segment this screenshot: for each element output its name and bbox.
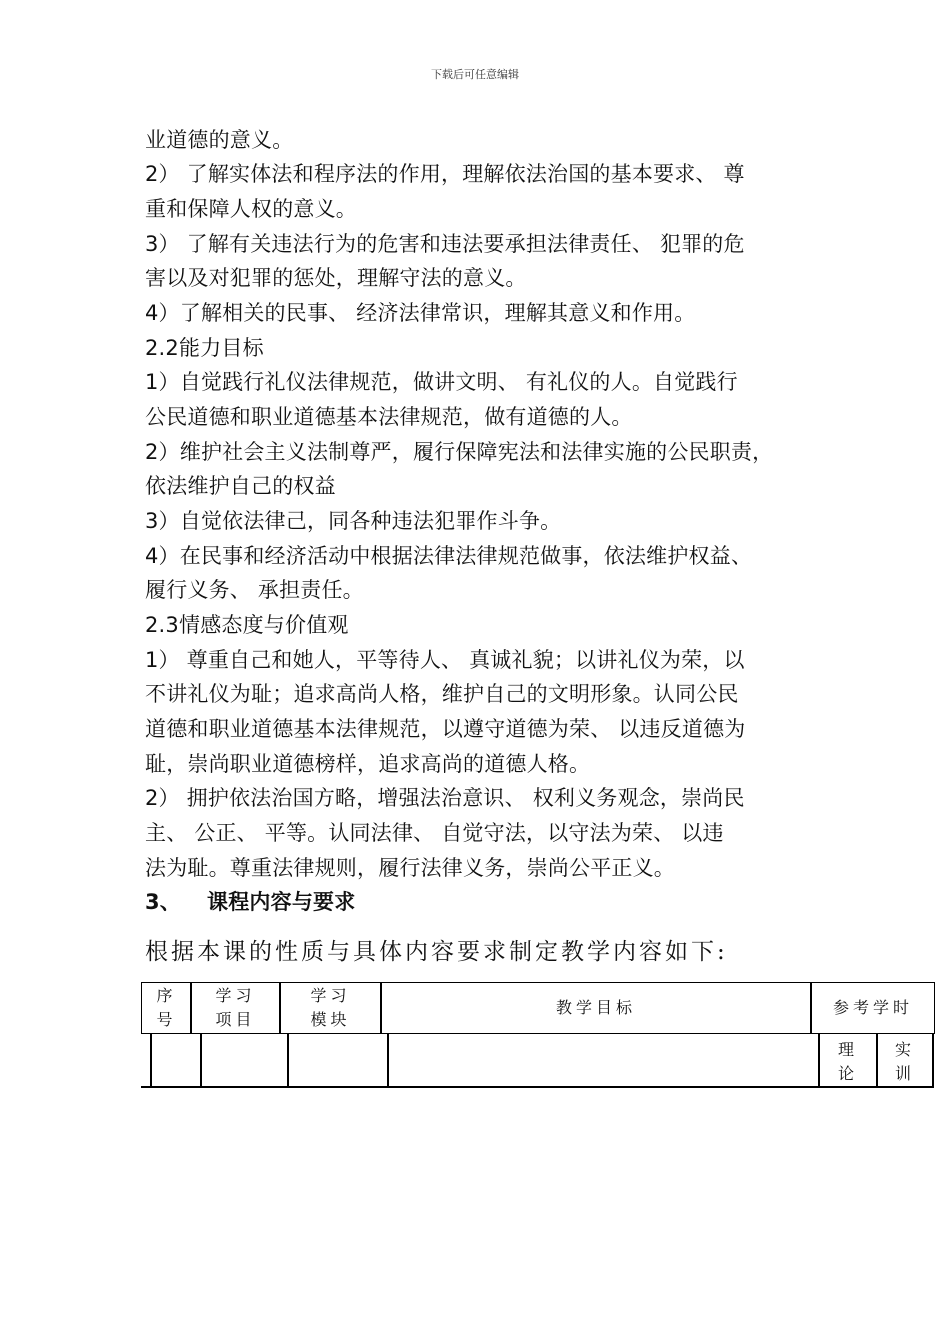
text-line: 3） 了解有关违法行为的危害和违法要承担法律责任、 犯罪的危 (145, 232, 745, 256)
header-hours: 参考学时 (832, 998, 913, 1017)
text-line: 1）自觉践行礼仪法律规范，做讲文明、 有礼仪的人。自觉践行 (145, 370, 738, 394)
header-seq: 序 号 (156, 986, 177, 1029)
section-3-heading (145, 886, 355, 916)
text-line: 公民道德和职业道德基本法律规范，做有道德的人。 (145, 405, 633, 429)
text-line: 1） 尊重自己和她人，平等待人、 真诚礼貌；以讲礼仪为荣，以 (145, 648, 745, 672)
table-intro: 根据本课的性质与具体内容要求制定教学内容如下: (145, 939, 728, 965)
header-module: 学习 模块 (310, 986, 351, 1029)
text-line: 耻，崇尚职业道德榜样，追求高尚的道德人格。 (145, 752, 591, 776)
text-line: 业道德的意义。 (145, 128, 294, 152)
section-heading: 2.2能力目标 (145, 336, 264, 360)
text-line: 4）在民事和经济活动中根据法律法律规范做事，依法维护权益、 (145, 544, 753, 568)
header-goal: 教学目标 (555, 998, 636, 1017)
text-line: 道德和职业道德基本法律规范，以遵守道德为荣、 以违反道德为 (145, 717, 746, 741)
text-line: 2） 了解实体法和程序法的作用，理解依法治国的基本要求、 尊 (145, 162, 745, 186)
page-header: 下载后可任意编辑 (431, 68, 519, 81)
text-line: 3）自觉依法律己，同各种违法犯罪作斗争。 (145, 509, 562, 533)
text-line: 2）维护社会主义法制尊严，履行保障宪法和法律实施的公民职责， (145, 440, 774, 464)
text-line: 主、 公正、 平等。认同法律、 自觉守法，以守法为荣、 以违 (145, 821, 724, 845)
text-line: 履行义务、 承担责任。 (145, 578, 364, 602)
text-line: 重和保障人权的意义。 (145, 197, 357, 221)
header-theory: 理 论 (837, 1040, 858, 1083)
section-3-number: 3、 (145, 890, 182, 914)
header-practice: 实 训 (894, 1040, 915, 1083)
text-line: 害以及对犯罪的惩处，理解守法的意义。 (145, 266, 527, 290)
header-item: 学习 项目 (215, 986, 256, 1029)
text-line: 2） 拥护依法治国方略，增强法治意识、 权利义务观念，崇尚民 (145, 786, 745, 810)
text-line: 法为耻。尊重法律规则，履行法律义务，崇尚公平正义。 (145, 856, 675, 880)
section-heading: 2.3情感态度与价值观 (145, 613, 349, 637)
text-line: 4）了解相关的民事、 经济法律常识，理解其意义和作用。 (145, 301, 696, 325)
text-line: 不讲礼仪为耻；追求高尚人格，维护自己的文明形象。认同公民 (145, 682, 739, 706)
text-line: 依法维护自己的权益 (145, 474, 336, 498)
section-3-title: 课程内容与要求 (207, 890, 356, 914)
